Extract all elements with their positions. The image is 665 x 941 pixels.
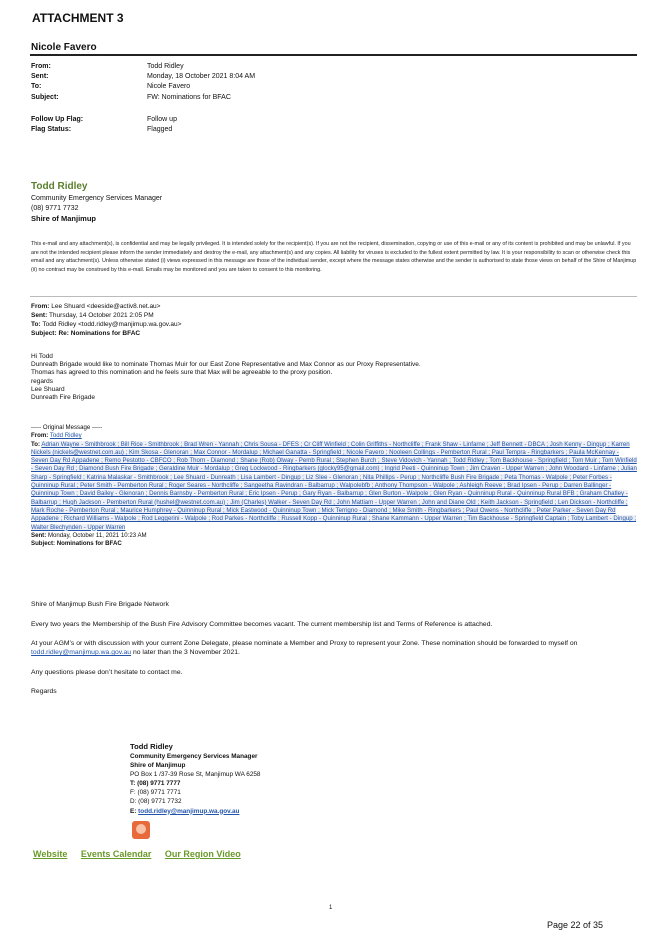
flag-key: Flag Status: xyxy=(31,126,72,134)
signature-address: PO Box 1 /37-39 Rose St, Manjimup WA 6258 xyxy=(130,771,261,779)
reply-line: Dunreath Fire Brigade xyxy=(31,394,95,402)
email-page-number: 1 xyxy=(329,905,333,911)
header-key: Sent: xyxy=(31,73,49,81)
header-value: FW: Nominations for BFAC xyxy=(147,93,231,101)
original-marker: ----- Original Message ----- xyxy=(31,424,103,431)
region-video-link[interactable]: Our Region Video xyxy=(164,849,241,859)
signature-email-label: E: xyxy=(130,807,139,815)
original-from-label: From: xyxy=(31,432,49,440)
body-paragraph: Any questions please don’t hesitate to contact me. xyxy=(31,668,183,676)
header-value: Nicole Favero xyxy=(147,83,191,91)
events-calendar-link[interactable]: Events Calendar xyxy=(80,849,152,859)
reply-sent-label: Sent: xyxy=(31,312,48,319)
header-value: Todd Ridley xyxy=(147,63,184,70)
header-key: Subject: xyxy=(31,93,59,101)
reply-body xyxy=(31,353,421,402)
original-subject: Nominations for BFAC xyxy=(56,540,122,548)
signature-phone: (08) 9771 7732 xyxy=(31,205,79,212)
original-body xyxy=(31,600,637,707)
signature-name: Todd Ridley xyxy=(130,742,173,751)
reply-line: Hi Todd xyxy=(31,353,53,360)
email-header xyxy=(31,62,255,103)
reply-from: Lee Shuard <deeside@activ8.net.au> xyxy=(51,303,161,310)
signature-email-link[interactable]: todd.ridley@manjimup.wa.gov.au xyxy=(138,807,240,815)
divider xyxy=(30,296,637,297)
body-paragraph: Shire of Manjimup Bush Fire Brigade Network xyxy=(31,601,169,608)
header-value: Monday, 18 October 2021 8:04 AM xyxy=(147,73,256,81)
original-from-link[interactable]: Todd Ridley xyxy=(49,432,82,440)
original-to-label: To: xyxy=(31,440,41,448)
signature-title: Community Emergency Services Manager xyxy=(130,753,258,760)
reply-from-label: From: xyxy=(31,303,50,310)
reply-header xyxy=(31,302,181,338)
original-sent: Monday, October 11, 2021 10:23 AM xyxy=(47,531,147,539)
body-paragraph xyxy=(31,639,637,657)
original-message xyxy=(31,424,637,548)
signature-org: Shire of Manjimup xyxy=(130,762,186,770)
attachment-title: ATTACHMENT 3 xyxy=(32,11,124,25)
flag-key: Follow Up Flag: xyxy=(31,116,84,123)
flag-header xyxy=(31,115,177,135)
flag-value: Follow up xyxy=(147,116,177,123)
signature-org: Shire of Manjimup xyxy=(31,214,97,223)
reply-line: Dunreath Brigade would like to nominate Thomas Muir for our East Zone Representative and Max Connor as our Proxy Representative. xyxy=(31,361,421,369)
signature-block-2 xyxy=(130,741,260,816)
original-subject-label: Subject: xyxy=(31,540,56,548)
body-paragraph: Regards xyxy=(31,688,57,695)
signature-phone: T: (08) 9771 7777 xyxy=(130,780,181,788)
reply-line: regards xyxy=(31,377,54,385)
reply-sent: Thursday, 14 October 2021 2:05 PM xyxy=(48,312,154,319)
footer-links xyxy=(33,849,252,859)
header-key: From: xyxy=(31,63,51,70)
signature-name: Todd Ridley xyxy=(31,181,88,192)
reply-line: Thomas has agreed to this nomination and he feels sure that Max will be agreeable to the proxy position. xyxy=(31,369,333,377)
website-link[interactable]: Website xyxy=(33,849,68,859)
original-sent-label: Sent: xyxy=(31,531,47,539)
signature-direct: D: (08) 9771 7732 xyxy=(130,798,182,806)
body-paragraph: Every two years the Membership of the Bush Fire Advisory Committee becomes vacant. The current membership list and Terms of Reference is attached. xyxy=(31,620,493,628)
body-text: At your AGM’s or with discussion with your current Zone Delegate, please nominate a Member and Proxy to represent your Zone. These nomination should be forwarded to myself on xyxy=(31,640,578,647)
reply-line: Lee Shuard xyxy=(31,385,65,393)
flag-value: Flagged xyxy=(147,126,173,134)
reply-to-label: To: xyxy=(31,321,41,328)
signature-block xyxy=(31,180,162,224)
signature-fax: F: (08) 9771 7771 xyxy=(130,789,181,797)
body-text: no later than the 3 November 2021. xyxy=(131,649,240,656)
signature-title: Community Emergency Services Manager xyxy=(31,195,163,202)
shire-logo-icon xyxy=(132,821,150,839)
reply-subject-label: Subject: xyxy=(31,330,57,337)
header-key: To: xyxy=(31,83,42,91)
reply-to: Todd Ridley <todd.ridley@manjimup.wa.gov.au> xyxy=(42,321,182,328)
header-rule xyxy=(30,54,637,56)
email-link[interactable]: todd.ridley@manjimup.wa.gov.au xyxy=(31,649,132,656)
recipient-list[interactable]: Adrian Wayne - Smithbrook ; Bill Rice - Smithbrook ; Brad Wren - Yannah ; Chris Sousa - DFES ; Cr Cliff Winfield ; Colin Griffiths - Northcliffe ; Frank Shaw - Linfarne ; Jeff Bennett - DBCA ; Josh Kenny - Dingup ; Karren Nickels (nickels@westnet.com.au) ; Kim Skosa - Glenoran ; Max Connor - Mordalup ; Michael Ganatta - Springfield ; Nicole Favero ; Nooleen Collings - Pemberton Rural ; Paul Tempra - Ringbarkers ; Paula McKennay - Seven Day Rd Appadene ; Remo Pestotto - CBFCO ; Rob Thorn - Diamond ; Shane (Rob) Olway - Pemb Rural ; Stephen Burch ; Steve Vidovich - Yannah ; Todd Ridley ; Tom Backhouse - Springfield ; Tom Muir ; Tom Winfield - Seven Day Rd ; Diamond Bush Fire Brigade ; Geraldine Muir - Mordalup ; Greg Lockwood - Ringbarkers (glocky95@gmail.com) ; Ingrid Peeti - Quinninup Town ; Jim Craven - Upper Warren ; John Woodard - Linfarne ; Julian Sharp - Springfield ; Katrina Malaskar - Smithbrook ; Lee Shuard - Dunreath ; Lisa Lambert - Dingup ; Liz Slee - Glenoran ; Nita Phillips - Perup ; Northcliffe Bush Fire Brigade ; Peta Thomas - Walpole ; Peter Forbes - Quinninup Rural ; Peter Smith - Pemberton Rural ; Roger Seares - Northcliffe ; Sangeetha Ravindran - Balbarrup ; Walpolebfb ; Anthony Thompson - Walpole ; Ashleigh Reeve ; Brad Ipsen - Perup ; Darren Ballinger - Quinninup Town ; David Bailey - Glenoran ; Dennis Barnsby - Pemberton Rural ; Eric Ipsen - Perup ; Gary Ryan - Balbarrup ; Glen Burton - Walpole ; Glen Ryan - Quinninup Rural - Quinninup Rural BFB ; Graham Chatley - Balbarrup ; Hugh Jackson - Pemberton Rural (hushel@westnet.com.au) ; Jim (Charles) Walker - Seven Day Rd ; John Mattiam - Upper Warren ; John and Diane Old ; Keith Jackson - Springfield ; Len Dickson - Northcliffe ; Mark Roche - Pemberton Rural ; Maurice Humphrey - Quinninup Rural ; Mick Eastwood - Quinninup Town ; Mick Terrigno - Diamond ; Mike Smith - Ringbarkers ; Paul Owens - Northcliffe ; Peter Parker - Seven Day Rd Appadene ; Richard Williams - Walpole ; Rod Leggerini - Walpole ; Rod Parkes - Northcliffe ; Russell Kopp - Quinninup Rural ; Shane Kammann - Upper Warren ; Tim Backhouse - Springfield Captain ; Toby Lambert - Dingup ; Walter Blechynden - Upper Warren xyxy=(31,440,637,531)
page-number: Page 22 of 35 xyxy=(547,920,604,930)
reply-subject: Re: Nominations for BFAC xyxy=(58,330,141,337)
mailbox-owner: Nicole Favero xyxy=(31,42,97,53)
disclaimer: This e-mail and any attachment(s), is confidential and may be legally privileged. It is intended solely for the recipient(s). If you are not the recipient, dissemination, copying or use of this e-mail or any of its content is prohibited and may be unlawful. If you are not the intended recipient please inform the sender immediately and destroy the e-mail, any attachment(s) and any copies. All liability for viruses is excluded to the fullest extent permitted by law. It is your responsibility to scan or otherwise check this email and any attachment(s). Unless otherwise stated (i) views expressed in this message are those of the individual sender, except where the message states otherwise and the sender is authorised to state those views on behalf of the Shire of Manjimup (ii) no contract may be construed by this e-mail. Emails may be monitored and you are taken to consent to this monitoring. xyxy=(31,241,637,273)
